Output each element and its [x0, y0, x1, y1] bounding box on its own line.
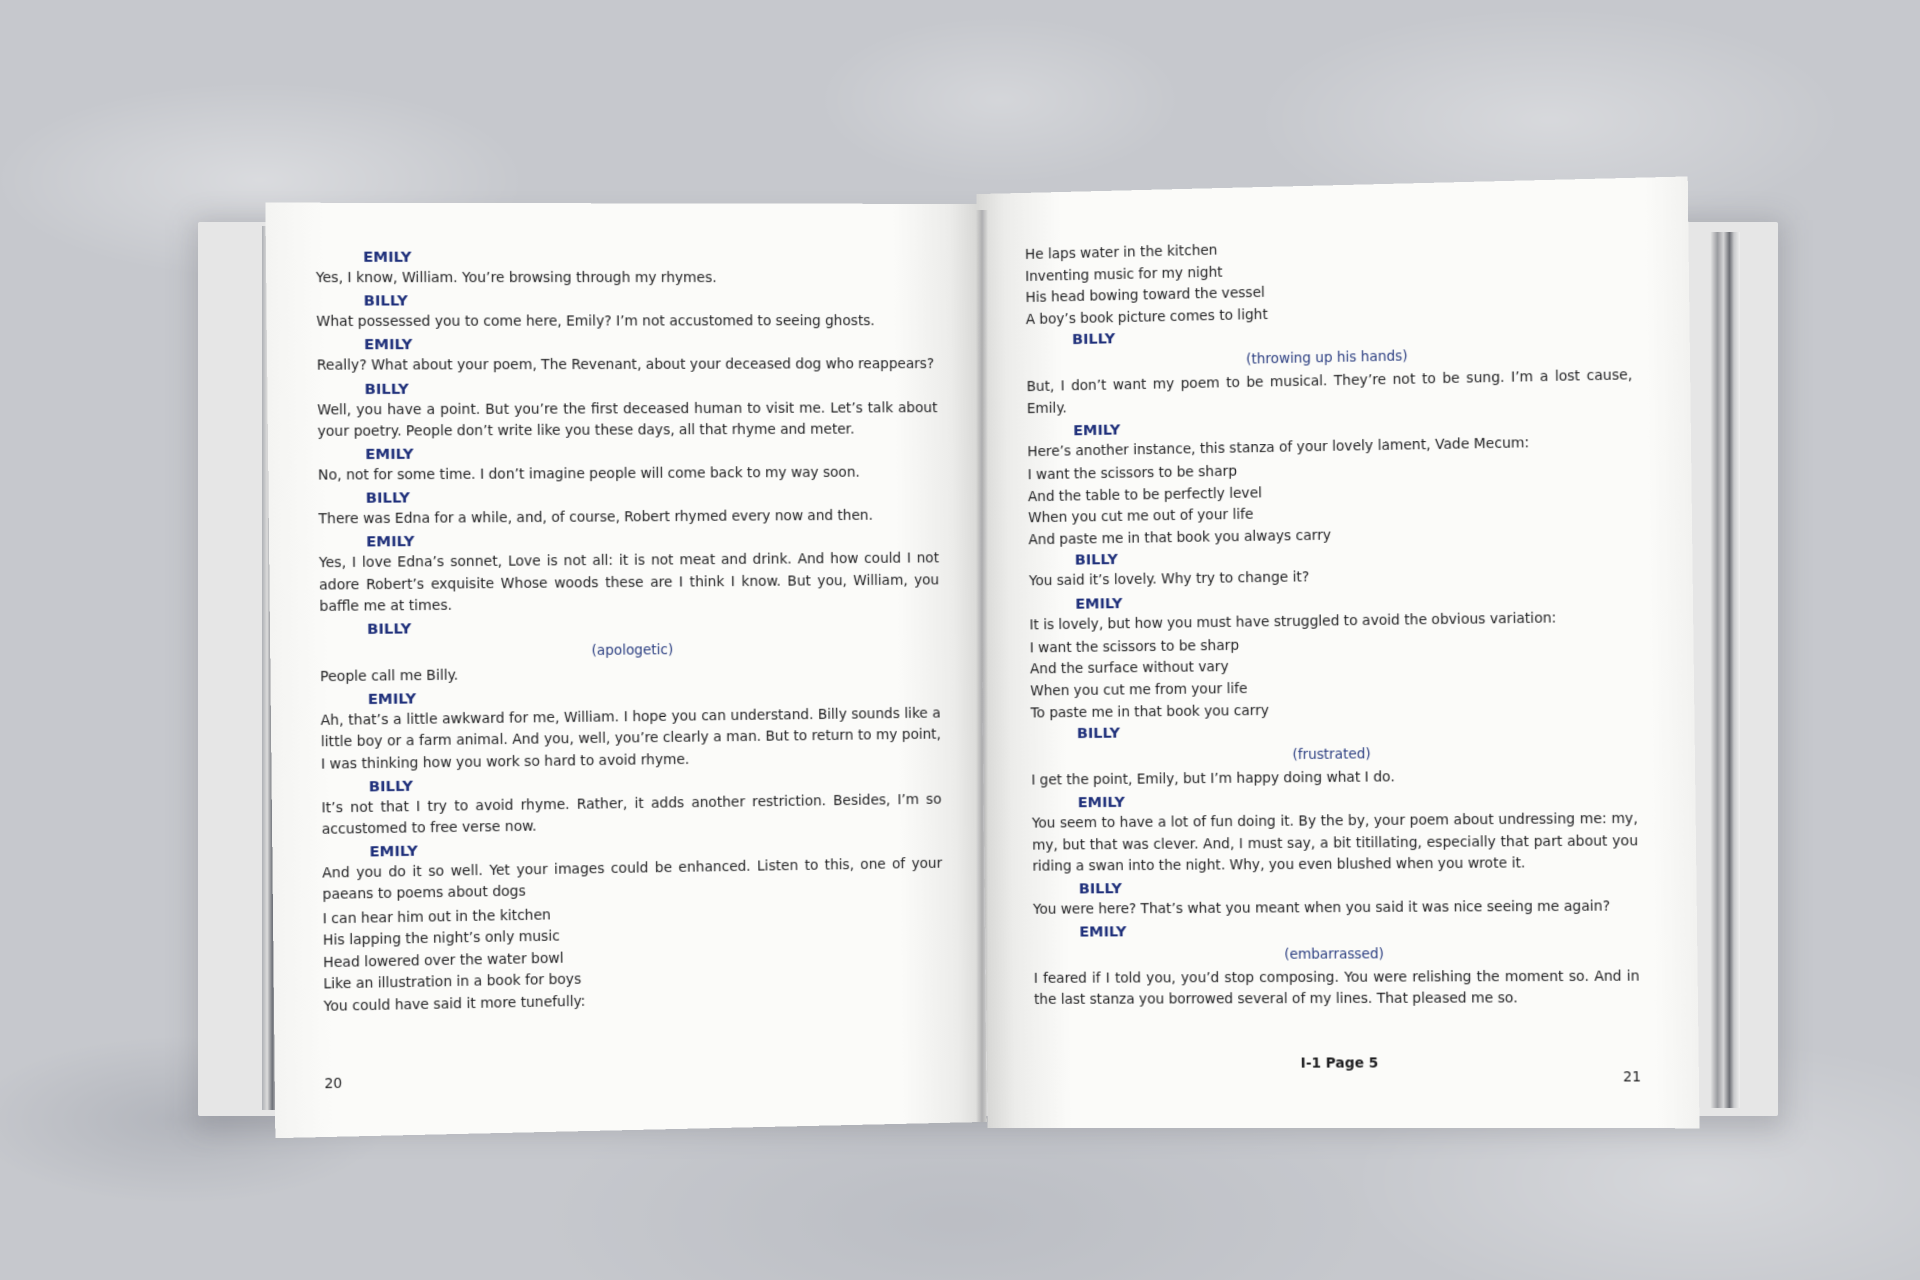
dialogue-line: Really? What about your poem, The Revenant, about your deceased dog who reappears? — [316, 356, 935, 375]
verse-line: His lapping the night’s only music — [322, 928, 560, 950]
stage-direction: (embarrassed) — [1284, 947, 1385, 963]
speaker-name: EMILY — [1073, 422, 1121, 440]
right-page-text — [1025, 231, 1640, 1014]
speaker-name: BILLY — [363, 293, 408, 310]
verse-line: To paste me in that book you carry — [1030, 702, 1270, 722]
verse-line: I want the scissors to be sharp — [1027, 463, 1237, 484]
dialogue-line: But, I don’t want my poem to be musical. They’re not to be sung. I’m a lost cause, Emily. — [1026, 367, 1633, 417]
verse-line: I want the scissors to be sharp — [1029, 637, 1240, 657]
speaker-name: EMILY — [367, 691, 417, 709]
stage-direction: (frustrated) — [1292, 747, 1371, 764]
speaker-name: BILLY — [1074, 552, 1118, 569]
left-page-number: 20 — [324, 1075, 343, 1093]
speaker-name: BILLY — [365, 490, 410, 508]
verse-line: And paste me in that book you always carry — [1028, 527, 1332, 549]
dialogue-line: You said it’s lovely. Why try to change it? — [1028, 569, 1310, 590]
verse-line: When you cut me out of your life — [1028, 506, 1254, 527]
right-page-number: 21 — [1623, 1069, 1642, 1086]
speaker-name: BILLY — [1072, 331, 1116, 349]
dialogue-line: And you do it so well. Yet your images could be enhanced. Listen to this, one of your paeans to poems about dogs — [322, 855, 943, 904]
page-footer-label: I-1 Page 5 — [1300, 1055, 1379, 1072]
left-page-text — [316, 248, 944, 1019]
speaker-name: EMILY — [366, 534, 415, 551]
dialogue-line: No, not for some time. I don’t imagine people will come back to my way soon. — [317, 464, 860, 484]
dialogue-line: I feared if I told you, you’d stop composing. You were relishing the moment so. And in the last stanza you borrowed several of my lines. That pleased me so. — [1033, 968, 1640, 1009]
speaker-name: BILLY — [367, 621, 412, 638]
speaker-name: BILLY — [1076, 725, 1121, 743]
verse-line: His head bowing toward the vessel — [1025, 284, 1265, 307]
speaker-name: BILLY — [1078, 881, 1122, 898]
speaker-name: EMILY — [365, 446, 414, 464]
dialogue-line: Ah, that’s a little awkward for me, William. I hope you can understand. Billy sounds like a little boy or a farm animal. And you, well, you’re clearly a man. But to return to my point, I was thinking how you work so hard to avoid rhyme. — [320, 705, 941, 773]
stage-direction: (apologetic) — [591, 643, 674, 660]
speaker-name: EMILY — [1079, 924, 1127, 941]
dialogue-line: People call me Billy. — [320, 667, 459, 686]
dialogue-line: There was Edna for a while, and, of course, Robert rhymed every now and then. — [318, 507, 873, 528]
speaker-name: EMILY — [1077, 795, 1125, 812]
speaker-name: BILLY — [364, 381, 409, 398]
book-spine — [976, 210, 988, 1122]
dialogue-line: Yes, I love Edna’s sonnet, Love is not all: it is not meat and drink. And how could I not adore Robert’s exquisite Whose woods these are I think I know. But you, William, you baffle me at times. — [318, 550, 940, 615]
right-page — [976, 176, 1699, 1128]
dialogue-line: Yes, I know, William. You’re browsing through my rhymes. — [315, 269, 717, 287]
verse-line: Head lowered over the water bowl — [323, 950, 564, 972]
dialogue-line: It’s not that I try to avoid rhyme. Rather, it adds another restriction. Besides, I’m so accustomed to free verse now. — [321, 791, 942, 838]
verse-line: I can hear him out in the kitchen — [322, 906, 552, 928]
dialogue-line: You were here? That’s what you meant when you said it was nice seeing me again? — [1032, 898, 1611, 918]
speaker-name: EMILY — [363, 337, 413, 354]
verse-line: And the surface without vary — [1029, 659, 1229, 678]
verse-line: He laps water in the kitchen — [1024, 242, 1218, 263]
dialogue-line: It is lovely, but how you must have struggled to avoid the obvious variation: — [1029, 609, 1557, 633]
speaker-name: EMILY — [1075, 595, 1123, 613]
verse-line: When you cut me from your life — [1030, 680, 1248, 700]
dialogue-line: What possessed you to come here, Emily? I’m not accustomed to seeing ghosts. — [316, 313, 875, 331]
stage-direction: (throwing up his hands) — [1246, 349, 1408, 369]
verse-line: A boy’s book picture comes to light — [1025, 306, 1268, 328]
dialogue-line: Well, you have a point. But you’re the first deceased human to visit me. Let’s talk about your poetry. People don’t write like you these days, all that rhyme and meter. — [317, 399, 938, 440]
speaker-name: EMILY — [363, 249, 412, 266]
speaker-name: EMILY — [369, 843, 418, 861]
verse-line: Inventing music for my night — [1025, 264, 1223, 285]
dialogue-line: You seem to have a lot of fun doing it. By the by, your poem about undressing me: my, my, but that was clever. And, I must say, a bit titillating, especially that part about you riding a swan into the night. Why, you even blushed when you wrote it. — [1031, 811, 1639, 875]
speaker-name: BILLY — [368, 778, 413, 796]
dialogue-line: I get the point, Emily, but I’m happy doing what I do. — [1031, 769, 1395, 789]
verse-line: You could have said it more tunefully: — [323, 993, 586, 1015]
left-page — [265, 203, 986, 1139]
dialogue-line: Here’s another instance, this stanza of your lovely lament, Vade Mecum: — [1027, 434, 1530, 460]
verse-line: And the table to be perfectly level — [1027, 484, 1263, 505]
right-page-edges — [1710, 232, 1740, 1108]
verse-line: Like an illustration in a book for boys — [323, 971, 582, 993]
